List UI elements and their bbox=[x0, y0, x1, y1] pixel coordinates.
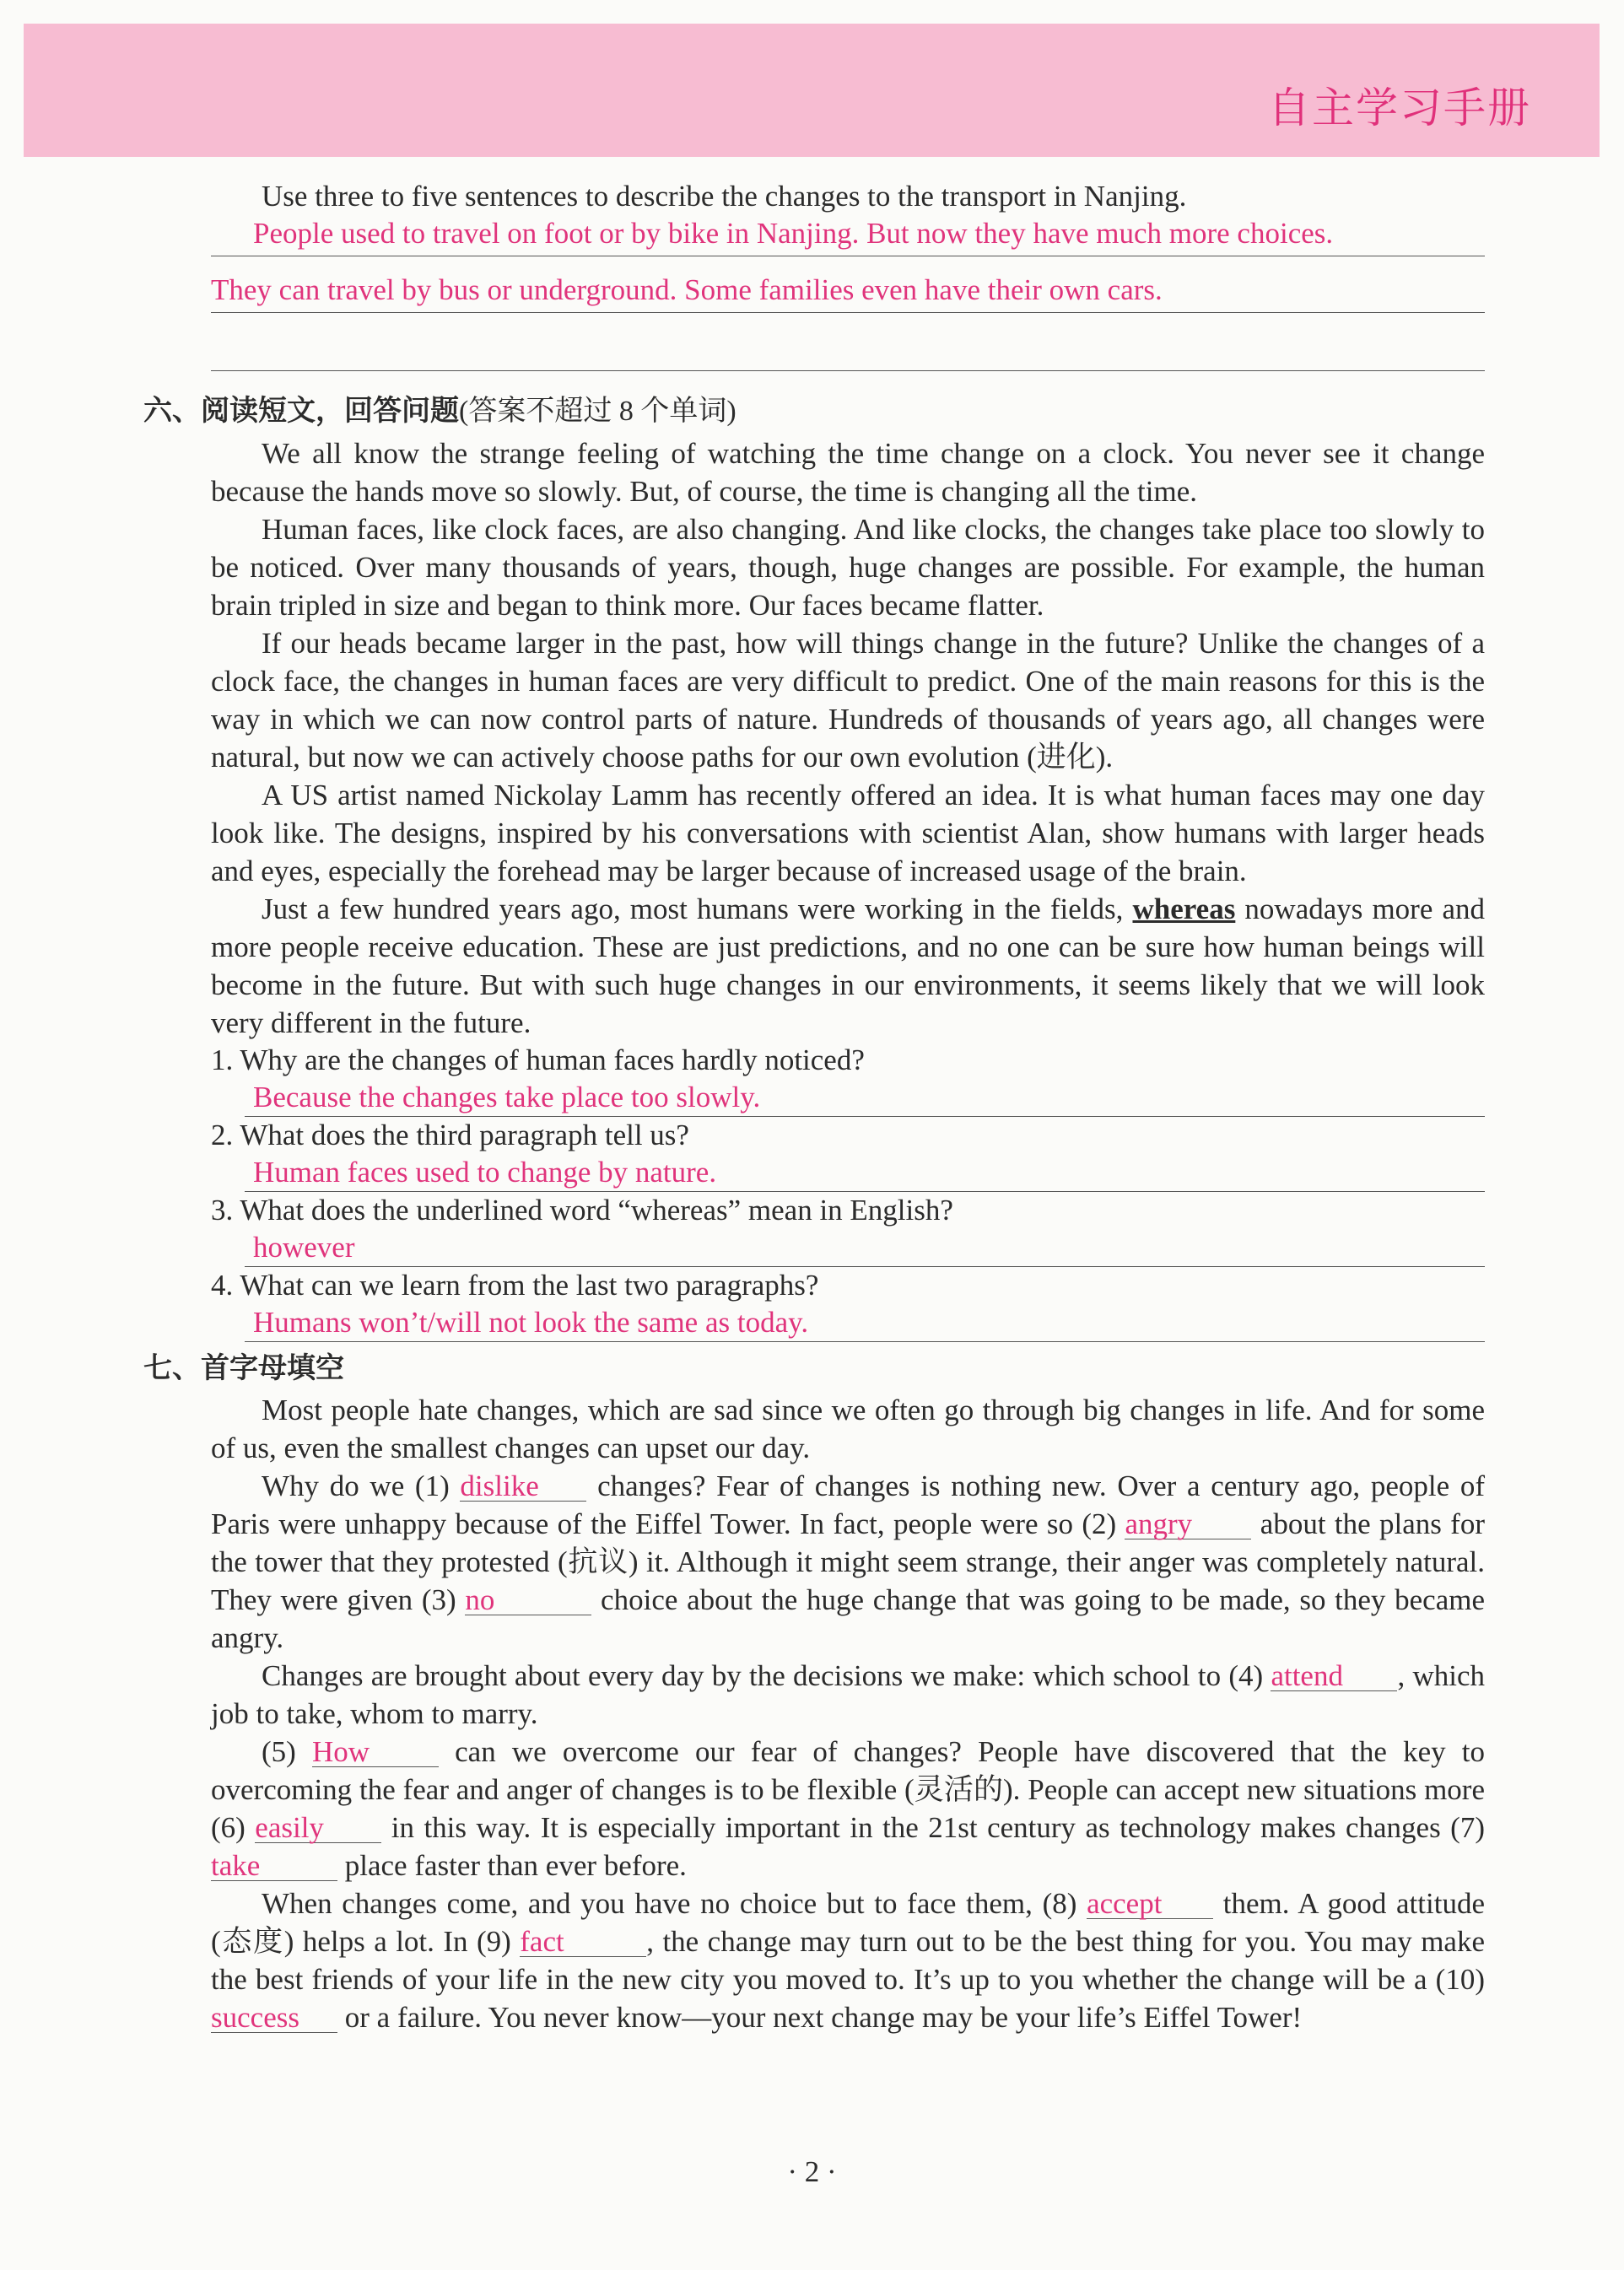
blank-5[interactable]: How bbox=[312, 1738, 439, 1767]
cloze-text: (5) bbox=[262, 1735, 312, 1768]
blank-10[interactable]: success bbox=[211, 2003, 337, 2033]
section6-paragraph-4: A US artist named Nickolay Lamm has recently offered an idea. It is what human faces may one day look like. The designs, inspired by his conversations with scientist Alan, show humans with larger heads and eyes, especially the forehead may be larger because of increased usage of the brain. bbox=[211, 779, 1485, 887]
question-2-answer-line bbox=[245, 1154, 1485, 1192]
p5-text-before: Just a few hundred years ago, most humans were working in the fields, bbox=[262, 892, 1133, 925]
blank-2[interactable]: angry bbox=[1125, 1510, 1251, 1539]
question-4-answer-line bbox=[245, 1304, 1485, 1342]
question-4-answer: Humans won’t/will not look the same as today. bbox=[253, 1306, 809, 1339]
task5-answer-line-1 bbox=[211, 215, 1485, 256]
cloze-text: , which job to take, whom to marry. bbox=[211, 1659, 1485, 1730]
section7-paragraph-2 bbox=[211, 1467, 1485, 1657]
cloze-text: Why do we (1) bbox=[262, 1469, 461, 1502]
cloze-text: about the plans for the tower that they protested (抗议) it. Although it might seem strange, their anger was completely natural. They were given (3) bbox=[211, 1507, 1485, 1616]
question-3-answer: however bbox=[253, 1231, 355, 1264]
cloze-text: them. A good attitude (态度) helps a lot. In (9) bbox=[211, 1887, 1485, 1958]
cloze-text: Changes are brought about every day by the decisions we make: which school to (4) bbox=[262, 1659, 1271, 1692]
header-title: 自主学习手册 bbox=[1268, 84, 1531, 132]
section6-paragraph-1: We all know the strange feeling of watching the time change on a clock. You never see it change because the hands move so slowly. But, of course, the time is changing all the time. bbox=[211, 437, 1485, 508]
blank-1[interactable]: dislike bbox=[460, 1472, 586, 1502]
section6-paragraph-3: If our heads became larger in the past, how will things change in the future? Unlike the changes of a clock face, the changes in human faces are very difficult to predict. One of the main reasons for this is the way in which we can now control parts of nature. Hundreds of thousands of years ago, all changes were natural, but now we can actively choose paths for our own evolution (进化). bbox=[211, 627, 1485, 774]
question-4: 4. What can we learn from the last two paragraphs? bbox=[211, 1269, 819, 1302]
cloze-text: choice about the huge change that was going to be made, so they became angry. bbox=[211, 1583, 1486, 1654]
task5-answer-line-2 bbox=[211, 256, 1485, 313]
cloze-text: When changes come, and you have no choice but to face them, (8) bbox=[262, 1887, 1087, 1920]
section6-heading bbox=[143, 388, 1485, 434]
task5-answer-line-3 bbox=[211, 313, 1485, 371]
question-1: 1. Why are the changes of human faces hardly noticed? bbox=[211, 1043, 865, 1076]
question-2: 2. What does the third paragraph tell us? bbox=[211, 1119, 689, 1151]
blank-6[interactable]: easily bbox=[255, 1814, 381, 1843]
underlined-word-whereas: whereas bbox=[1132, 892, 1236, 925]
cloze-text: changes? Fear of changes is nothing new. Over a century ago, people of Paris were unhappy because of the Eiffel Tower. In fact, people were so (2) bbox=[211, 1469, 1485, 1540]
blank-9[interactable]: fact bbox=[520, 1928, 646, 1957]
section7-heading: 七、首字母填空 bbox=[143, 1351, 344, 1385]
cloze-text: in this way. It is especially important in the 21st century as technology makes changes (7) bbox=[381, 1811, 1485, 1844]
cloze-text: place faster than ever before. bbox=[337, 1849, 687, 1882]
task5-answer-2: They can travel by bus or underground. Some families even have their own cars. bbox=[211, 273, 1163, 306]
question-1-answer: Because the changes take place too slowly. bbox=[253, 1081, 761, 1113]
section6-title: 六、阅读短文，回答问题 bbox=[143, 394, 459, 428]
section6-hint: (答案不超过 8 个单词) bbox=[459, 396, 736, 427]
p5-text-after: nowadays more and more people receive education. These are just predictions, and no one can be sure how human beings will become in the future. But with such huge changes in our environments, it seems likely that we will look very different in the future. bbox=[211, 892, 1485, 1039]
blank-4[interactable]: attend bbox=[1271, 1662, 1397, 1691]
question-3-answer-line bbox=[245, 1229, 1485, 1267]
section7-paragraph-5 bbox=[211, 1884, 1485, 2036]
question-1-answer-line bbox=[245, 1079, 1485, 1117]
cloze-text: , the change may turn out to be the best thing for you. You may make the best friends of your life in the new city you moved to. It’s up to you whether the change will be a (10) bbox=[211, 1925, 1485, 1996]
cloze-text: or a failure. You never know—your next change may be your life’s Eiffel Tower! bbox=[337, 2001, 1303, 2034]
section7-paragraph-3 bbox=[211, 1657, 1485, 1733]
question-2-answer: Human faces used to change by nature. bbox=[253, 1156, 717, 1189]
question-list bbox=[143, 1042, 1485, 1342]
task5-answer-1: People used to travel on foot or by bike in Nanjing. But now they have much more choices. bbox=[253, 217, 1334, 250]
task5-prompt: Use three to five sentences to describe the changes to the transport in Nanjing. bbox=[262, 180, 1187, 213]
section6-paragraph-2: Human faces, like clock faces, are also changing. And like clocks, the changes take place too slowly to be noticed. Over many thousands of years, though, huge changes are possible. For example, the human brain tripled in size and began to think more. Our faces became flatter. bbox=[211, 513, 1485, 622]
blank-7[interactable]: take bbox=[211, 1852, 337, 1881]
blank-8[interactable]: accept bbox=[1087, 1890, 1213, 1919]
section7-paragraph-1: Most people hate changes, which are sad since we often go through big changes in life. And for some of us, even the smallest changes can upset our day. bbox=[211, 1394, 1485, 1464]
page-number: · 2 · bbox=[787, 2155, 837, 2188]
section7-paragraph-4 bbox=[211, 1733, 1485, 1884]
blank-3[interactable]: no bbox=[465, 1586, 591, 1615]
question-3: 3. What does the underlined word “whereas” mean in English? bbox=[211, 1194, 953, 1227]
section6-paragraph-5 bbox=[211, 890, 1485, 1042]
page-content bbox=[143, 177, 1485, 2036]
cloze-text: can we overcome our fear of changes? People have discovered that the key to overcoming the fear and anger of changes is to be flexible (灵活的). People can accept new situations more (6) bbox=[211, 1735, 1486, 1844]
